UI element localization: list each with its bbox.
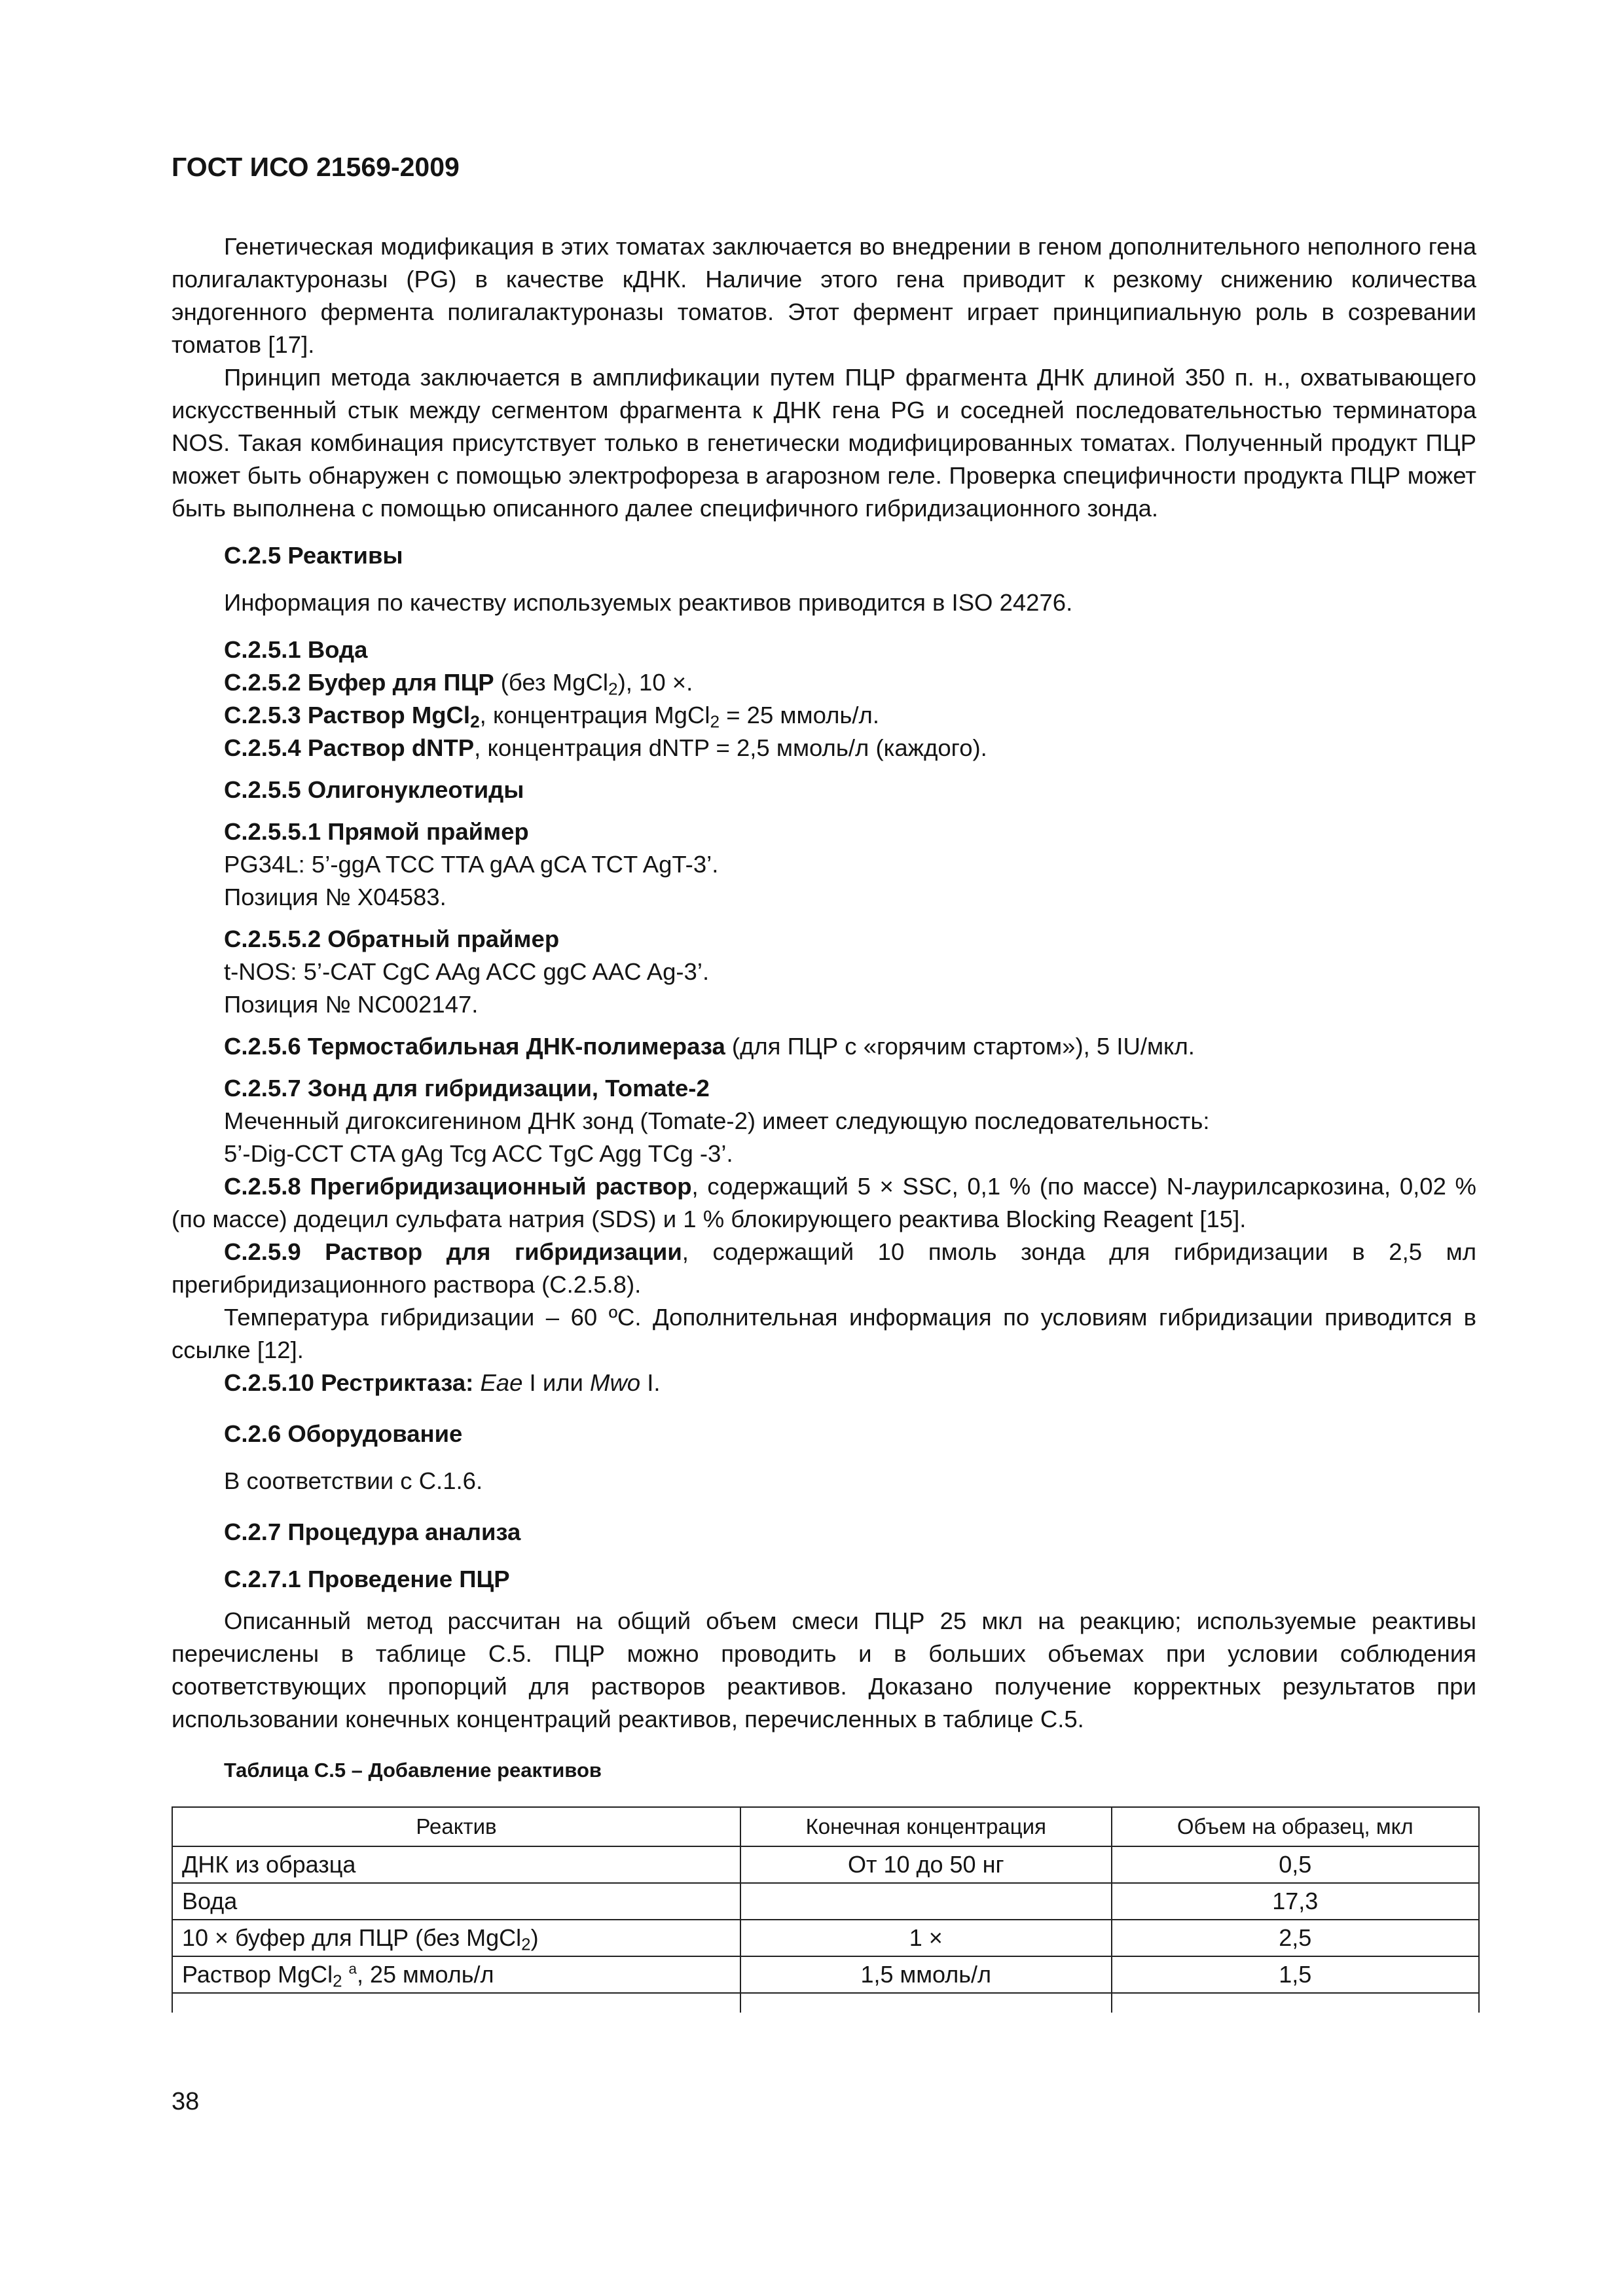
column-header-reagent: Реактив bbox=[172, 1807, 740, 1846]
document-header: ГОСТ ИСО 21569-2009 bbox=[172, 152, 460, 182]
cell-concentration: 1 × bbox=[740, 1920, 1112, 1956]
probe-sequence: 5’-Dig-CCT CTA gAg Tcg ACC TgC Agg TCg -3’. bbox=[224, 1140, 733, 1167]
table-row bbox=[172, 1956, 1479, 1993]
reagent-text: , 25 ммоль/л bbox=[356, 1961, 494, 1988]
subscript: 2 bbox=[521, 1935, 531, 1954]
table-row-continued bbox=[172, 1993, 1479, 2013]
cell-volume: 17,3 bbox=[1112, 1883, 1479, 1920]
column-header-volume: Объем на образец, мкл bbox=[1112, 1807, 1479, 1846]
section-heading-c26: С.2.6 Оборудование bbox=[224, 1420, 463, 1447]
item-label: С.2.5.1 Вода bbox=[224, 636, 368, 663]
column-header-concentration: Конечная концентрация bbox=[740, 1807, 1112, 1846]
cell-reagent: Вода bbox=[172, 1883, 740, 1920]
item-label: С.2.5.9 Раствор для гибридизации bbox=[224, 1238, 682, 1265]
intro-paragraph-1: Генетическая модификация в этих томатах заключается во внедрении в геном дополнительного неполного гена полигалактуроназы (PG) в качестве кДНК. Наличие этого гена приводит к резкому снижению количества эндогенного фермента полигалактуроназы томатов. Этот фермент играет принципиальную роль в созревании томатов [17]. bbox=[172, 233, 1476, 358]
cell-concentration: От 10 до 50 нг bbox=[740, 1846, 1112, 1883]
reagent-text: ) bbox=[530, 1924, 539, 1951]
section-heading-c27: С.2.7 Процедура анализа bbox=[224, 1518, 521, 1545]
enzyme-name: Mwo bbox=[590, 1369, 641, 1396]
item-label: С.2.5.8 Прегибридизационный раствор bbox=[224, 1173, 692, 1200]
item-text: , содержащий 10 пмоль зонда для гибридизации в 2,5 мл прегибридизационного раствора (С.2.5.8). bbox=[172, 1238, 1476, 1298]
item-text: = 25 ммоль/л. bbox=[720, 702, 879, 728]
page-number: 38 bbox=[172, 2088, 200, 2115]
cell-reagent bbox=[172, 1920, 740, 1956]
empty-cell bbox=[1112, 1993, 1479, 2013]
cell-volume: 1,5 bbox=[1112, 1956, 1479, 1993]
item-label: С.2.5.4 Раствор dNTP bbox=[224, 734, 475, 761]
cell-concentration: 1,5 ммоль/л bbox=[740, 1956, 1112, 1993]
reagent-text: Раствор MgCl bbox=[182, 1961, 333, 1988]
item-label: С.2.5.10 Рестриктаза: bbox=[224, 1369, 474, 1396]
enzyme-name: Eae bbox=[480, 1369, 523, 1396]
cell-volume: 0,5 bbox=[1112, 1846, 1479, 1883]
document-body bbox=[172, 230, 1476, 1787]
hybridization-note: Температура гибридизации – 60 ºС. Дополнительная информация по условиям гибридизации приводится в ссылке [12]. bbox=[172, 1304, 1476, 1363]
item-label: С.2.5.3 Раствор MgCl bbox=[224, 702, 471, 728]
table-row bbox=[172, 1883, 1479, 1920]
item-text: , концентрация MgCl bbox=[479, 702, 710, 728]
item-text: (для ПЦР с «горячим стартом»), 5 IU/мкл. bbox=[725, 1033, 1195, 1060]
item-c258 bbox=[172, 1170, 1476, 1236]
item-label: С.2.5.2 Буфер для ПЦР bbox=[224, 669, 494, 696]
table-header-row bbox=[172, 1807, 1479, 1846]
table-row bbox=[172, 1846, 1479, 1883]
item-c254 bbox=[172, 732, 1476, 764]
reverse-primer-position: Позиция № NC002147. bbox=[224, 991, 479, 1018]
item-label: С.2.5.6 Термостабильная ДНК-полимераза bbox=[224, 1033, 725, 1060]
footnote-marker: a bbox=[348, 1960, 357, 1977]
subscript: 2 bbox=[608, 679, 618, 699]
empty-cell bbox=[172, 1993, 740, 2013]
item-text: (без MgCl bbox=[494, 669, 608, 696]
intro-paragraph-2: Принцип метода заключается в амплификации путем ПЦР фрагмента ДНК длиной 350 п. н., охватывающего искусственный стык между сегментом фрагмента к ДНК гена PG и соседней последовательностью терминатора NOS. Такая комбинация присутствует только в генетически модифицированных томатах. Полученный продукт ПЦР может быть обнаружен с помощью электрофореза в агарозном геле. Проверка специфичности продукта ПЦР может быть выполнена с помощью описанного далее специфичного гибридизационного зонда. bbox=[172, 364, 1476, 522]
item-c259 bbox=[172, 1236, 1476, 1301]
item-c2510 bbox=[172, 1367, 1476, 1399]
item-text: ), 10 ×. bbox=[617, 669, 693, 696]
item-text: I. bbox=[640, 1369, 661, 1396]
empty-cell bbox=[740, 1993, 1112, 2013]
reagent-text: 10 × буфер для ПЦР (без MgCl bbox=[182, 1924, 522, 1951]
subscript: 2 bbox=[710, 711, 720, 732]
pcr-procedure-text: Описанный метод рассчитан на общий объем смеси ПЦР 25 мкл на реакцию; используемые реактивы перечислены в таблице С.5. ПЦР можно проводить и в больших объемах при условии соблюдения соответствующих пропорций для растворов реактивов. Доказано получение корректных результатов при использовании конечных концентраций реактивов, перечисленных в таблице С.5. bbox=[172, 1607, 1476, 1732]
reverse-primer-sequence: t-NOS: 5’-CAT CgC AAg ACC ggC AAC Ag-3’. bbox=[224, 958, 710, 985]
table-row bbox=[172, 1920, 1479, 1956]
equipment-text: В соответствии с С.1.6. bbox=[224, 1467, 483, 1494]
forward-primer-position: Позиция № X04583. bbox=[224, 884, 447, 910]
item-c257: С.2.5.7 Зонд для гибридизации, Tomate-2 bbox=[224, 1075, 710, 1102]
probe-description: Меченный дигоксигенином ДНК зонд (Tomate-2) имеет следующую последовательность: bbox=[224, 1107, 1210, 1134]
item-c2551: С.2.5.5.1 Прямой праймер bbox=[224, 818, 529, 845]
cell-volume: 2,5 bbox=[1112, 1920, 1479, 1956]
reagents-quality-text: Информация по качеству используемых реактивов приводится в ISO 24276. bbox=[224, 589, 1073, 616]
item-text: I или bbox=[522, 1369, 591, 1396]
item-c2552: С.2.5.5.2 Обратный праймер bbox=[224, 925, 560, 952]
cell-reagent bbox=[172, 1956, 740, 1993]
forward-primer-sequence: PG34L: 5’-ggA TCC TTA gAA gCA TCT AgT-3’. bbox=[224, 851, 719, 878]
item-c253 bbox=[172, 699, 1476, 732]
item-c256 bbox=[172, 1030, 1476, 1063]
section-heading-c25: С.2.5 Реактивы bbox=[224, 542, 403, 569]
item-text: , содержащий 5 × SSC, 0,1 % (по массе) N-лаурилсаркозина, 0,02 % (по массе) додецил сульфата натрия (SDS) и 1 % блокирующего реактива Blocking Reagent [15]. bbox=[172, 1173, 1476, 1232]
subscript: 2 bbox=[333, 1972, 342, 1991]
reagents-table bbox=[172, 1806, 1480, 2013]
subscript: 2 bbox=[470, 711, 480, 732]
item-c255: С.2.5.5 Олигонуклеотиды bbox=[224, 776, 524, 803]
table-caption: Таблица С.5 – Добавление реактивов bbox=[224, 1759, 602, 1782]
cell-concentration bbox=[740, 1883, 1112, 1920]
item-text: , концентрация dNTP = 2,5 ммоль/л (каждого). bbox=[474, 734, 987, 761]
section-heading-c271: С.2.7.1 Проведение ПЦР bbox=[224, 1566, 510, 1592]
item-c252 bbox=[172, 666, 1476, 699]
item-c251 bbox=[172, 634, 1476, 666]
cell-reagent: ДНК из образца bbox=[172, 1846, 740, 1883]
